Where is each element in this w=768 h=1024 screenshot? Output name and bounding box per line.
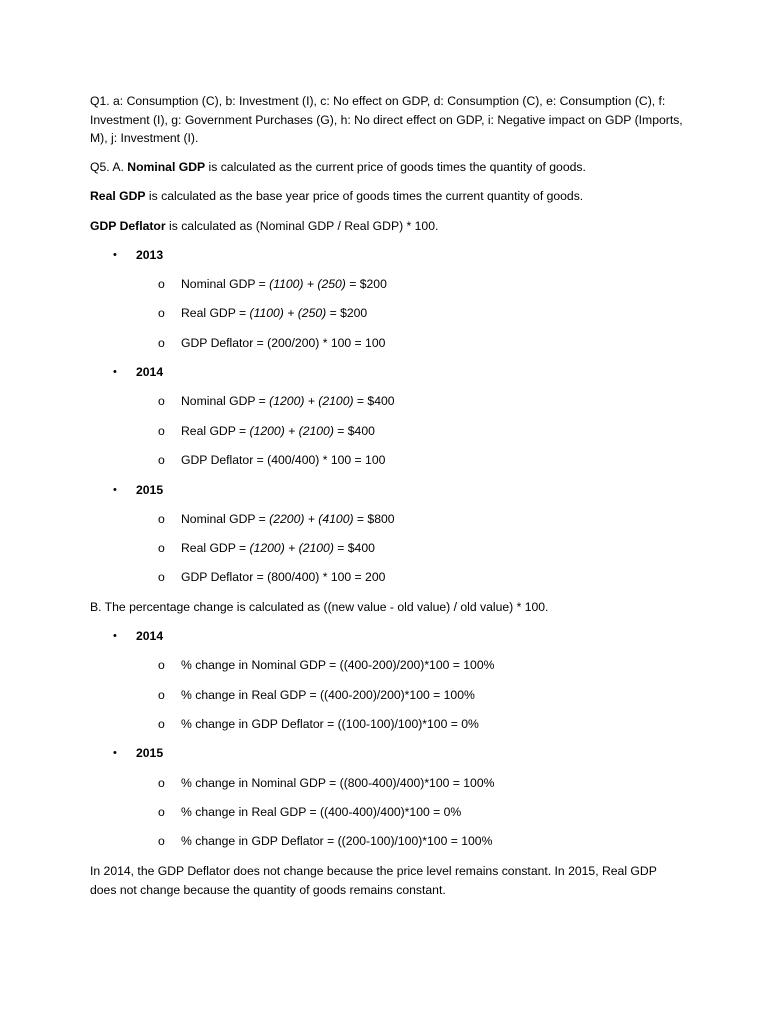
q1-answer: Q1. a: Consumption (C), b: Investment (I), c: No effect on GDP, d: Consumption (C), e: Consumption (C), f: Investment (I), g: Government Purchases (G), h: No direct effect on GDP, i: Negative impact on GDP (Imports, M), j: Investment (I). [90,94,683,146]
q5b-year-heading-2015: 2015 [136,746,164,760]
real-gdp-definition-line [90,187,583,206]
nominal-gdp-calc-2013: Nominal GDP = (1100) + (250) = $200 [181,277,387,291]
sub-bullet-icon: o [158,776,165,790]
gdp-deflator-calc-2015: GDP Deflator = (800/400) * 100 = 200 [181,570,386,584]
sub-bullet-icon: o [158,658,165,672]
sub-bullet-icon: o [158,512,165,526]
real-gdp-calc-2015: Real GDP = (1200) + (2100) = $400 [181,541,375,555]
gdp-deflator-calc-2014: GDP Deflator = (400/400) * 100 = 100 [181,453,386,467]
q5b-year-heading-2014: 2014 [136,629,164,643]
conclusion-paragraph: In 2014, the GDP Deflator does not change because the price level remains constant. In 2015, Real GDP does not change because the quantity of goods remains constant. [90,864,657,897]
bullet-icon: • [113,630,117,642]
year-heading-2013: 2013 [136,248,164,262]
bullet-icon: • [113,747,117,759]
nominal-gdp-term: Nominal GDP [127,160,206,174]
year-heading-2015: 2015 [136,483,164,497]
year-heading-2014: 2014 [136,365,164,379]
sub-bullet-icon: o [158,834,165,848]
gdp-deflator-term: GDP Deflator [90,219,166,233]
pct-change-deflator-2015: % change in GDP Deflator = ((200-100)/100)*100 = 100% [181,834,493,848]
pct-change-deflator-2014: % change in GDP Deflator = ((100-100)/100)*100 = 0% [181,717,479,731]
sub-bullet-icon: o [158,453,165,467]
sub-bullet-icon: o [158,688,165,702]
q5b-intro: B. The percentage change is calculated as ((new value - old value) / old value) * 100. [90,600,549,614]
nominal-gdp-calc-2014: Nominal GDP = (1200) + (2100) = $400 [181,394,395,408]
q5a-prefix: Q5. A. [90,160,128,174]
sub-bullet-icon: o [158,717,165,731]
real-gdp-calc-2013: Real GDP = (1100) + (250) = $200 [181,306,368,320]
nominal-gdp-definition: is calculated as the current price of goods times the quantity of goods. [205,160,586,174]
real-gdp-term: Real GDP [90,189,146,203]
sub-bullet-icon: o [158,424,165,438]
sub-bullet-icon: o [158,394,165,408]
sub-bullet-icon: o [158,570,165,584]
sub-bullet-icon: o [158,306,165,320]
pct-change-real-2015: % change in Real GDP = ((400-400)/400)*100 = 0% [181,805,462,819]
bullet-icon: • [113,366,117,378]
pct-change-real-2014: % change in Real GDP = ((400-200)/200)*100 = 100% [181,688,475,702]
gdp-deflator-calc-2013: GDP Deflator = (200/200) * 100 = 100 [181,336,386,350]
sub-bullet-icon: o [158,541,165,555]
sub-bullet-icon: o [158,277,165,291]
pct-change-nominal-2014: % change in Nominal GDP = ((400-200)/200)*100 = 100% [181,658,495,672]
q5a-nominal-definition [90,158,586,177]
bullet-icon: • [113,484,117,496]
real-gdp-calc-2014: Real GDP = (1200) + (2100) = $400 [181,424,375,438]
nominal-gdp-calc-2015: Nominal GDP = (2200) + (4100) = $800 [181,512,395,526]
gdp-deflator-definition: is calculated as (Nominal GDP / Real GDP) * 100. [165,219,439,233]
sub-bullet-icon: o [158,805,165,819]
sub-bullet-icon: o [158,336,165,350]
pct-change-nominal-2015: % change in Nominal GDP = ((800-400)/400)*100 = 100% [181,776,495,790]
gdp-deflator-definition-line [90,217,438,236]
real-gdp-definition: is calculated as the base year price of goods times the current quantity of goods. [145,189,584,203]
bullet-icon: • [113,249,117,261]
